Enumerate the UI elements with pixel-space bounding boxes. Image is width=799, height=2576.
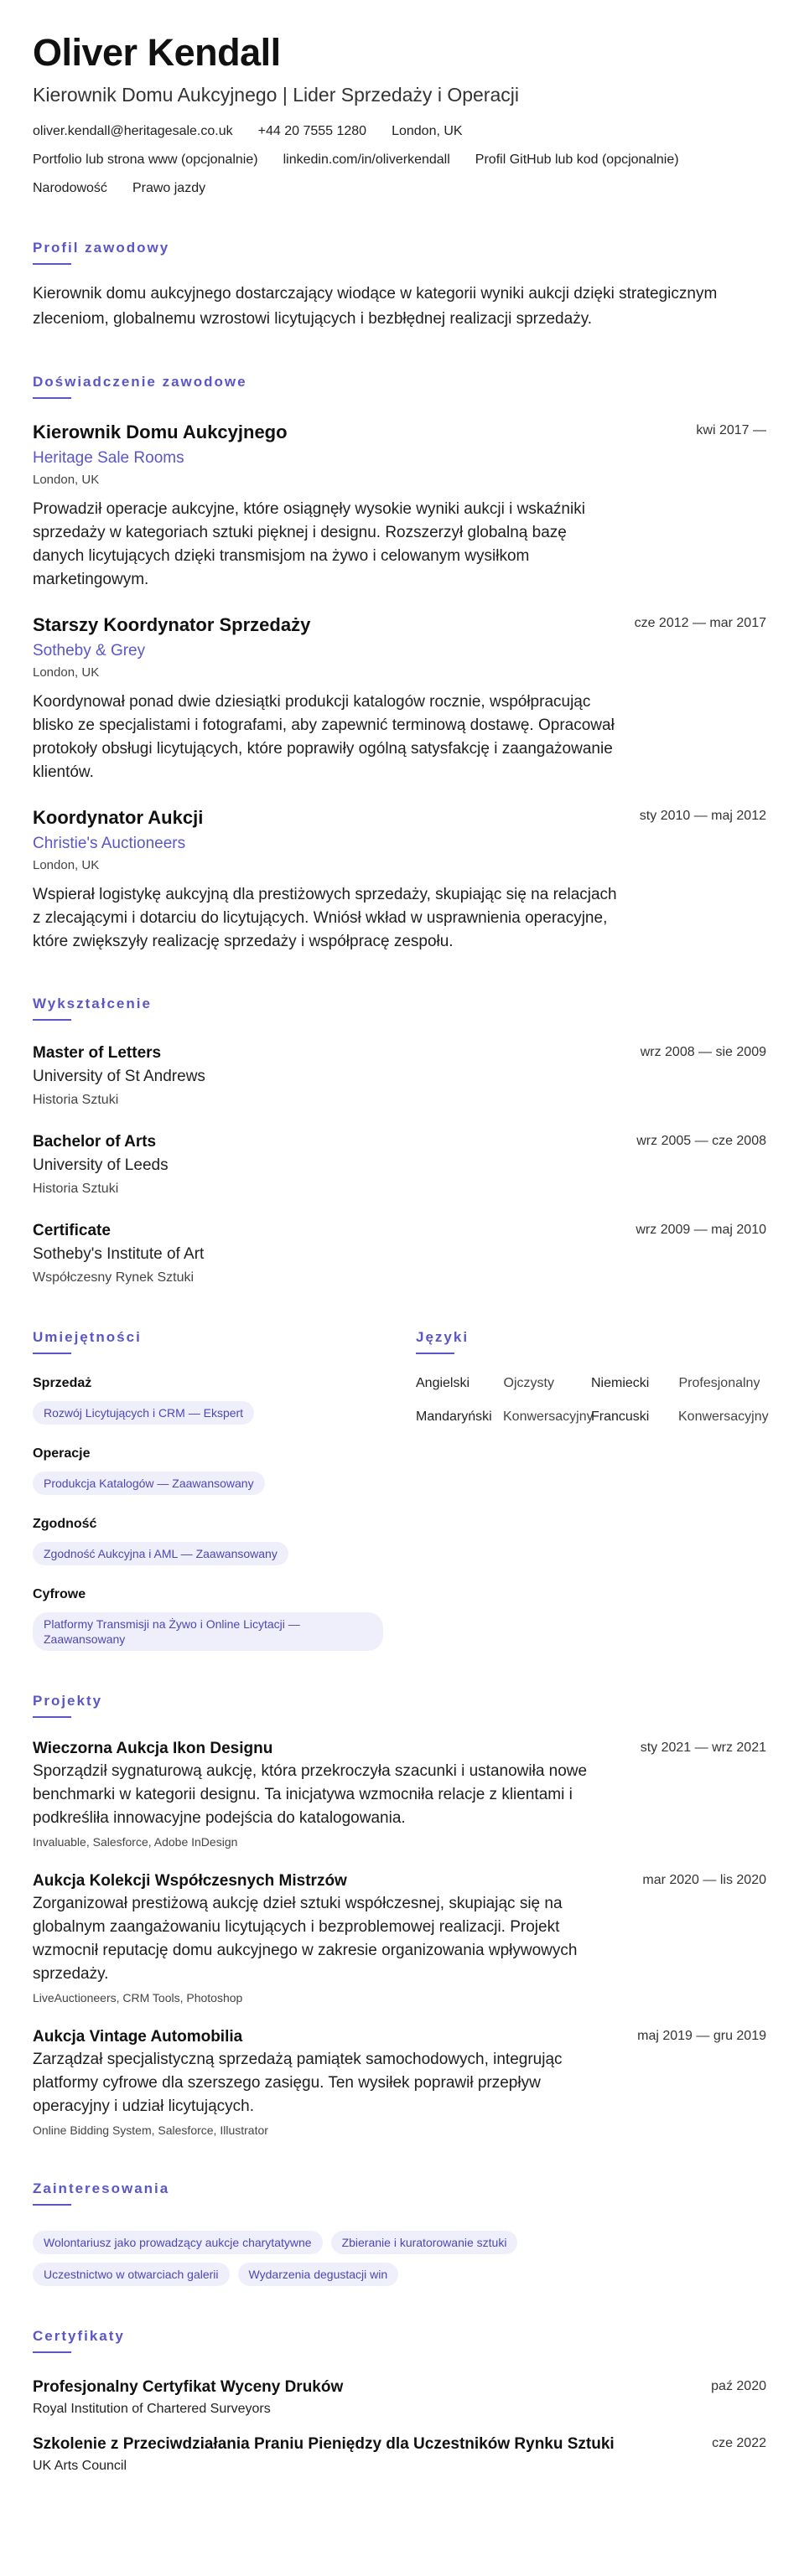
skills-section bbox=[33, 1329, 383, 1651]
skill-group-title: Cyfrowe bbox=[33, 1587, 86, 1601]
certification-issuer: UK Arts Council bbox=[33, 2459, 127, 2473]
edu-dates: wrz 2009 — maj 2010 bbox=[636, 1223, 766, 1237]
skill-group bbox=[33, 1585, 383, 1651]
job-title: Kierownik Domu Aukcyjnego bbox=[33, 422, 288, 442]
skill-chip: Produkcja Katalogów — Zaawansowany bbox=[33, 1472, 265, 1495]
certification-date: paź 2020 bbox=[711, 2379, 766, 2393]
edu-field: Współczesny Rynek Sztuki bbox=[33, 1270, 195, 1285]
resume-header bbox=[33, 30, 766, 198]
job-company: Christie's Auctioneers bbox=[33, 835, 186, 852]
project-tech: Invaluable, Salesforce, Adobe InDesign bbox=[33, 1835, 238, 1849]
edu-dates: wrz 2005 — cze 2008 bbox=[636, 1134, 766, 1148]
section-title: Wykształcenie bbox=[33, 996, 152, 1011]
job-location: London, UK bbox=[33, 473, 100, 487]
experience-section bbox=[33, 374, 766, 954]
certification-entry bbox=[33, 2434, 766, 2475]
certification-entry bbox=[33, 2377, 766, 2418]
section-divider bbox=[33, 1353, 71, 1354]
edu-field: Historia Sztuki bbox=[33, 1093, 119, 1107]
language-name: Niemiecki bbox=[591, 1376, 650, 1390]
phone-number: +44 20 7555 1280 bbox=[257, 124, 367, 138]
skill-group bbox=[33, 1445, 383, 1495]
project-title: Aukcja Kolekcji Współczesnych Mistrzów bbox=[33, 1872, 347, 1890]
project-entry bbox=[33, 1738, 766, 1850]
personal-row bbox=[33, 179, 766, 198]
edu-degree: Certificate bbox=[33, 1222, 111, 1239]
license-text: Prawo jazdy bbox=[132, 181, 206, 195]
section-title: Profil zawodowy bbox=[33, 240, 170, 256]
interest-chip: Uczestnictwo w otwarciach galerii bbox=[33, 2263, 230, 2286]
summary-section bbox=[33, 240, 766, 332]
certification-name: Profesjonalny Certyfikat Wyceny Druków bbox=[33, 2378, 344, 2396]
job-entry bbox=[33, 421, 766, 592]
edu-school: University of Leeds bbox=[33, 1156, 169, 1174]
interests-list bbox=[33, 2222, 620, 2286]
job-description: Prowadził operacje aukcyjne, które osiągnęły wysokie wyniki aukcji i wskaźniki sprzedaży w kategoriach sztuki pięknej i designu. Rozszerzył globalną bazę danych licytujących dzięki transmisjom na żywo i celowanym wysiłkom marketingowym. bbox=[33, 500, 585, 588]
interest-chip: Wydarzenia degustacji win bbox=[238, 2263, 399, 2286]
location-text: London, UK bbox=[392, 124, 463, 138]
job-title: Starszy Koordynator Sprzedaży bbox=[33, 614, 311, 635]
skill-chip: Rozwój Licytujących i CRM — Ekspert bbox=[33, 1401, 254, 1425]
job-dates: cze 2012 — mar 2017 bbox=[634, 616, 766, 630]
interests-section bbox=[33, 2180, 766, 2286]
skill-group bbox=[33, 1374, 383, 1425]
project-entry bbox=[33, 1870, 766, 2006]
language-level: Konwersacyjny bbox=[678, 1410, 769, 1424]
edu-field: Historia Sztuki bbox=[33, 1182, 119, 1196]
project-dates: maj 2019 — gru 2019 bbox=[637, 2029, 766, 2043]
job-company: Sotheby & Grey bbox=[33, 642, 146, 660]
project-tech: Online Bidding System, Salesforce, Illustrator bbox=[33, 2123, 268, 2137]
section-title: Certyfikaty bbox=[33, 2328, 125, 2344]
candidate-headline: Kierownik Domu Aukcyjnego | Lider Sprzedaży i Operacji bbox=[33, 84, 519, 106]
language-level: Ojczysty bbox=[503, 1376, 554, 1390]
edu-degree: Bachelor of Arts bbox=[33, 1133, 157, 1151]
project-entry bbox=[33, 2026, 766, 2139]
project-title: Wieczorna Aukcja Ikon Designu bbox=[33, 1740, 273, 1757]
job-entry bbox=[33, 806, 766, 954]
project-description: Zorganizował prestiżową aukcję dzieł sztuki współczesnej, skupiając się na globalnym zaangażowaniu licytujących i bezproblemowej realizacji. Projekt wzmocnił reputację domu aukcyjnego w zakresie organizowania wpływowych sprzedaży. bbox=[33, 1895, 578, 1983]
interest-chip: Zbieranie i kuratorowanie sztuki bbox=[331, 2231, 518, 2254]
languages-section bbox=[416, 1329, 769, 1651]
skills-languages-row bbox=[33, 1329, 769, 1651]
education-entry bbox=[33, 1131, 766, 1198]
job-dates: sty 2010 — maj 2012 bbox=[639, 809, 766, 823]
nationality-text: Narodowość bbox=[33, 181, 107, 195]
certifications-section bbox=[33, 2328, 766, 2475]
links-row bbox=[33, 151, 766, 169]
language-row bbox=[416, 1374, 766, 1393]
linkedin-link[interactable]: linkedin.com/in/oliverkendall bbox=[283, 153, 450, 167]
section-divider bbox=[33, 263, 71, 265]
job-entry bbox=[33, 613, 766, 784]
email-link[interactable]: oliver.kendall@heritagesale.co.uk bbox=[33, 124, 233, 138]
project-title: Aukcja Vintage Automobilia bbox=[33, 2028, 243, 2046]
language-name: Francuski bbox=[591, 1410, 650, 1424]
projects-section bbox=[33, 1693, 766, 2139]
language-name: Angielski bbox=[416, 1376, 470, 1390]
edu-school: Sotheby's Institute of Art bbox=[33, 1245, 205, 1263]
job-description: Koordynował ponad dwie dziesiątki produkcji katalogów rocznie, współpracując blisko ze specjalistami i fotografami, aby zapewnić terminową dostawę. Opracował protokoły obsługi licytujących, które poprawiły ogólną satysfakcję i zaangażowanie klientów. bbox=[33, 693, 615, 781]
education-entry bbox=[33, 1220, 766, 1287]
portfolio-link[interactable]: Portfolio lub strona www (opcjonalnie) bbox=[33, 153, 258, 167]
language-level: Profesjonalny bbox=[678, 1376, 760, 1390]
candidate-name: Oliver Kendall bbox=[33, 31, 281, 74]
interest-chip: Wolontariusz jako prowadzący aukcje charytatywne bbox=[33, 2231, 323, 2254]
summary-text: Kierownik domu aukcyjnego dostarczający wiodące w kategorii wyniki aukcji dzięki strategicznym zleceniom, globalnemu wzrostowi licytujących i bezbłędnej realizacji sprzedaży. bbox=[33, 285, 718, 328]
certification-issuer: Royal Institution of Chartered Surveyors bbox=[33, 2402, 271, 2416]
language-row bbox=[416, 1408, 769, 1426]
section-divider bbox=[33, 2351, 71, 2353]
skill-chip: Zgodność Aukcyjna i AML — Zaawansowany bbox=[33, 1542, 288, 1565]
skill-group-title: Operacje bbox=[33, 1446, 91, 1461]
edu-degree: Master of Letters bbox=[33, 1044, 162, 1062]
job-dates: kwi 2017 — bbox=[696, 423, 766, 437]
section-divider bbox=[416, 1353, 454, 1354]
education-section bbox=[33, 996, 766, 1287]
job-description: Wspierał logistykę aukcyjną dla prestiżowych sprzedaży, skupiając się na relacjach z zlecającymi i dotarciu do licytujących. Wniósł wkład w usprawnienia operacyjne, które zwiększyły realizację sprzedaży i współpracę zespołu. bbox=[33, 886, 617, 950]
languages-grid bbox=[416, 1374, 769, 1426]
project-tech: LiveAuctioneers, CRM Tools, Photoshop bbox=[33, 1991, 243, 2004]
job-location: London, UK bbox=[33, 665, 100, 680]
job-location: London, UK bbox=[33, 858, 100, 872]
section-title: Zainteresowania bbox=[33, 2180, 170, 2196]
section-divider bbox=[33, 2204, 71, 2206]
certification-name: Szkolenie z Przeciwdziałania Praniu Pieniędzy dla Uczestników Rynku Sztuki bbox=[33, 2435, 615, 2453]
job-company: Heritage Sale Rooms bbox=[33, 449, 184, 467]
edu-dates: wrz 2008 — sie 2009 bbox=[640, 1045, 766, 1059]
section-divider bbox=[33, 1019, 71, 1021]
section-title: Języki bbox=[416, 1329, 470, 1345]
project-description: Zarządzał specjalistyczną sprzedażą pamiątek samochodowych, integrując platformy cyfrowe dla szerszego zasięgu. Ten wysiłek poprawił przepływ operacyjny i udział licytujących. bbox=[33, 2051, 563, 2115]
project-description: Sporządził sygnaturową aukcję, która przekroczyła szacunki i ustanowiła nowe benchmarki w kategorii designu. Ta inicjatywa wzmocniła relacje z klientami i podkreśliła innowacyjne podejścia do katalogowania. bbox=[33, 1762, 588, 1827]
section-divider bbox=[33, 1716, 71, 1718]
project-dates: sty 2021 — wrz 2021 bbox=[640, 1741, 766, 1755]
language-name: Mandaryński bbox=[416, 1410, 492, 1424]
project-dates: mar 2020 — lis 2020 bbox=[642, 1873, 766, 1887]
certification-date: cze 2022 bbox=[712, 2436, 766, 2450]
contact-row bbox=[33, 122, 766, 141]
section-divider bbox=[33, 397, 71, 399]
job-title: Koordynator Aukcji bbox=[33, 807, 204, 828]
github-link[interactable]: Profil GitHub lub kod (opcjonalnie) bbox=[475, 153, 679, 167]
section-title: Umiejętności bbox=[33, 1329, 142, 1345]
skill-group-title: Zgodność bbox=[33, 1517, 97, 1531]
section-title: Projekty bbox=[33, 1693, 103, 1709]
language-level: Konwersacyjny bbox=[503, 1410, 594, 1424]
skill-group-title: Sprzedaż bbox=[33, 1376, 92, 1390]
education-entry bbox=[33, 1042, 766, 1110]
section-title: Doświadczenie zawodowe bbox=[33, 374, 247, 390]
skill-group bbox=[33, 1515, 383, 1565]
skill-chip: Platformy Transmisji na Żywo i Online Licytacji — Zaawansowany bbox=[33, 1612, 383, 1651]
edu-school: University of St Andrews bbox=[33, 1068, 205, 1085]
